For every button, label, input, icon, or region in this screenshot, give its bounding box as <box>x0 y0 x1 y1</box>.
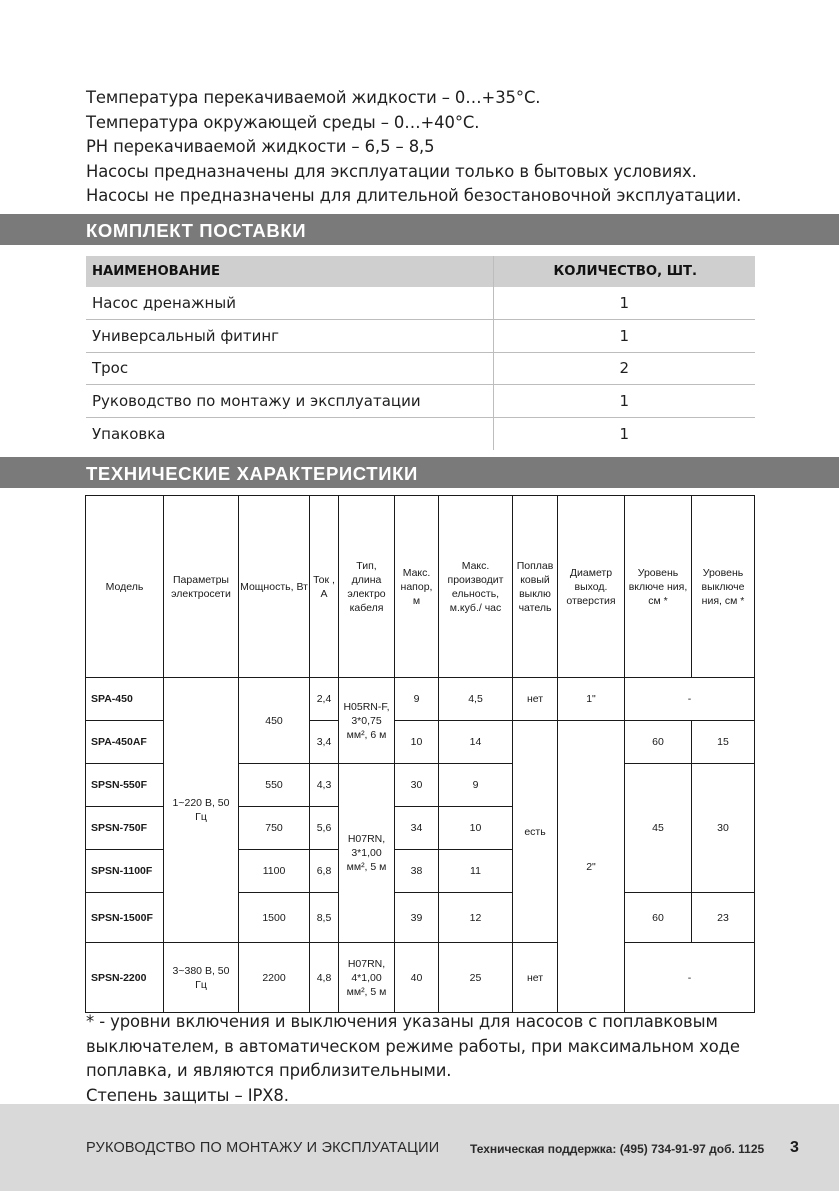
level-on-cell: 60 <box>625 721 692 764</box>
kit-item-qty: 1 <box>493 385 755 418</box>
level-on-cell: 60 <box>625 893 692 943</box>
outlet-cell: 1" <box>558 678 625 721</box>
kit-item-name: Трос <box>86 352 493 385</box>
spec-header-model: Модель <box>86 496 164 678</box>
table-row <box>86 352 755 385</box>
current-cell: 4,3 <box>310 764 339 807</box>
model-cell: SPA-450 <box>86 678 164 721</box>
table-row <box>86 320 755 353</box>
table-row <box>86 385 755 418</box>
table-row <box>86 943 755 1013</box>
kit-header-name: НАИМЕНОВАНИЕ <box>86 256 493 287</box>
support-phone: Техническая поддержка: (495) 734-91-97 доб. 1125 <box>470 1142 765 1156</box>
current-cell: 5,6 <box>310 807 339 850</box>
kit-item-qty: 2 <box>493 352 755 385</box>
spec-header-outlet: Диаметр выход. отверстия <box>558 496 625 678</box>
current-cell: 8,5 <box>310 893 339 943</box>
model-cell: SPSN-550F <box>86 764 164 807</box>
kit-table <box>86 256 755 450</box>
current-cell: 2,4 <box>310 678 339 721</box>
power-cell: 1500 <box>239 893 310 943</box>
float-cell: нет <box>513 943 558 1013</box>
flow-cell: 12 <box>439 893 513 943</box>
network-cell: 1~220 В, 50 Гц <box>164 678 239 943</box>
spec-header-current: Ток , А <box>310 496 339 678</box>
spec-header-row <box>86 496 755 678</box>
intro-line: Насосы предназначены для эксплуатации только в бытовых условиях. <box>86 161 697 181</box>
model-cell: SPSN-750F <box>86 807 164 850</box>
intro-line: PH перекачиваемой жидкости – 6,5 – 8,5 <box>86 137 435 156</box>
flow-cell: 25 <box>439 943 513 1013</box>
spec-header-flow: Макс. производит ельность, м.куб./ час <box>439 496 513 678</box>
power-cell: 2200 <box>239 943 310 1013</box>
head-cell: 9 <box>395 678 439 721</box>
network-cell: 3~380 В, 50 Гц <box>164 943 239 1013</box>
flow-cell: 10 <box>439 807 513 850</box>
level-on-cell: 45 <box>625 764 692 893</box>
kit-table-header <box>86 256 755 287</box>
level-off-cell: 23 <box>692 893 755 943</box>
kit-item-name: Руководство по монтажу и эксплуатации <box>86 385 493 418</box>
intro-text <box>86 86 826 209</box>
flow-cell: 4,5 <box>439 678 513 721</box>
level-off-cell: 30 <box>692 764 755 893</box>
footer-title: РУКОВОДСТВО ПО МОНТАЖУ И ЭКСПЛУАТАЦИИ <box>86 1140 440 1156</box>
head-cell: 34 <box>395 807 439 850</box>
head-cell: 30 <box>395 764 439 807</box>
kit-item-name: Универсальный фитинг <box>86 320 493 353</box>
protection-class: Степень защиты – IPX8. <box>86 1085 289 1105</box>
spec-section-title: ТЕХНИЧЕСКИЕ ХАРАКТЕРИСТИКИ <box>0 457 839 488</box>
page-footer <box>0 1104 839 1191</box>
table-row <box>86 287 755 320</box>
flow-cell: 11 <box>439 850 513 893</box>
cable-cell: H07RN, 4*1,00 мм², 5 м <box>339 943 395 1013</box>
kit-section-title: КОМПЛЕКТ ПОСТАВКИ <box>0 214 839 245</box>
head-cell: 10 <box>395 721 439 764</box>
power-cell: 750 <box>239 807 310 850</box>
intro-line: Насосы не предназначены для длительной безостановочной эксплуатации. <box>86 186 742 205</box>
kit-item-name: Упаковка <box>92 424 166 443</box>
table-row <box>86 678 755 721</box>
spec-header-float: Поплав ковый выклю чатель <box>513 496 558 678</box>
model-cell: SPSN-2200 <box>86 943 164 1013</box>
footnote: * - уровни включения и выключения указаны для насосов с поплавковым выключателем, в автоматическом режиме работы, при максимальном ходе поплавка, и являются приблизительными. <box>86 1012 740 1080</box>
spec-header-network: Параметры электросети <box>164 496 239 678</box>
cable-cell: H07RN, 3*1,00 мм², 5 м <box>339 764 395 943</box>
spec-header-level-on: Уровень включе ния, см * <box>625 496 692 678</box>
kit-item-qty: 1 <box>493 287 755 320</box>
current-cell: 4,8 <box>310 943 339 1013</box>
intro-line: Температура окружающей среды – 0…+40°С. <box>86 112 480 132</box>
float-cell: нет <box>513 678 558 721</box>
notes <box>86 1010 806 1108</box>
kit-item-qty: 1 <box>493 320 755 353</box>
flow-cell: 14 <box>439 721 513 764</box>
head-cell: 39 <box>395 893 439 943</box>
power-cell: 450 <box>239 678 310 764</box>
current-cell: 3,4 <box>310 721 339 764</box>
page-number: 3 <box>790 1139 799 1156</box>
level-dash-cell: - <box>625 678 755 721</box>
spec-header-power: Мощность, Вт <box>239 496 310 678</box>
model-cell: SPSN-1500F <box>86 893 164 943</box>
kit-item-name: Насос дренажный <box>86 287 493 320</box>
spec-header-level-off: Уровень выключе ния, см * <box>692 496 755 678</box>
kit-header-qty: КОЛИЧЕСТВО, ШТ. <box>493 256 755 287</box>
spec-header-head: Макс. напор, м <box>395 496 439 678</box>
model-cell: SPA-450AF <box>86 721 164 764</box>
spec-header-cable: Тип, длина электро кабеля <box>339 496 395 678</box>
kit-item-qty: 1 <box>493 417 755 450</box>
cable-cell: H05RN-F, 3*0,75 мм², 6 м <box>339 678 395 764</box>
head-cell: 38 <box>395 850 439 893</box>
spec-table <box>85 495 755 1013</box>
power-cell: 550 <box>239 764 310 807</box>
intro-line: Температура перекачиваемой жидкости – 0…+35°С. <box>86 88 541 107</box>
table-row <box>86 417 755 450</box>
head-cell: 40 <box>395 943 439 1013</box>
level-dash-cell: - <box>625 943 755 1013</box>
level-off-cell: 15 <box>692 721 755 764</box>
flow-cell: 9 <box>439 764 513 807</box>
float-cell: есть <box>513 721 558 943</box>
power-cell: 1100 <box>239 850 310 893</box>
model-cell: SPSN-1100F <box>86 850 164 893</box>
outlet-cell: 2" <box>558 721 625 1013</box>
current-cell: 6,8 <box>310 850 339 893</box>
